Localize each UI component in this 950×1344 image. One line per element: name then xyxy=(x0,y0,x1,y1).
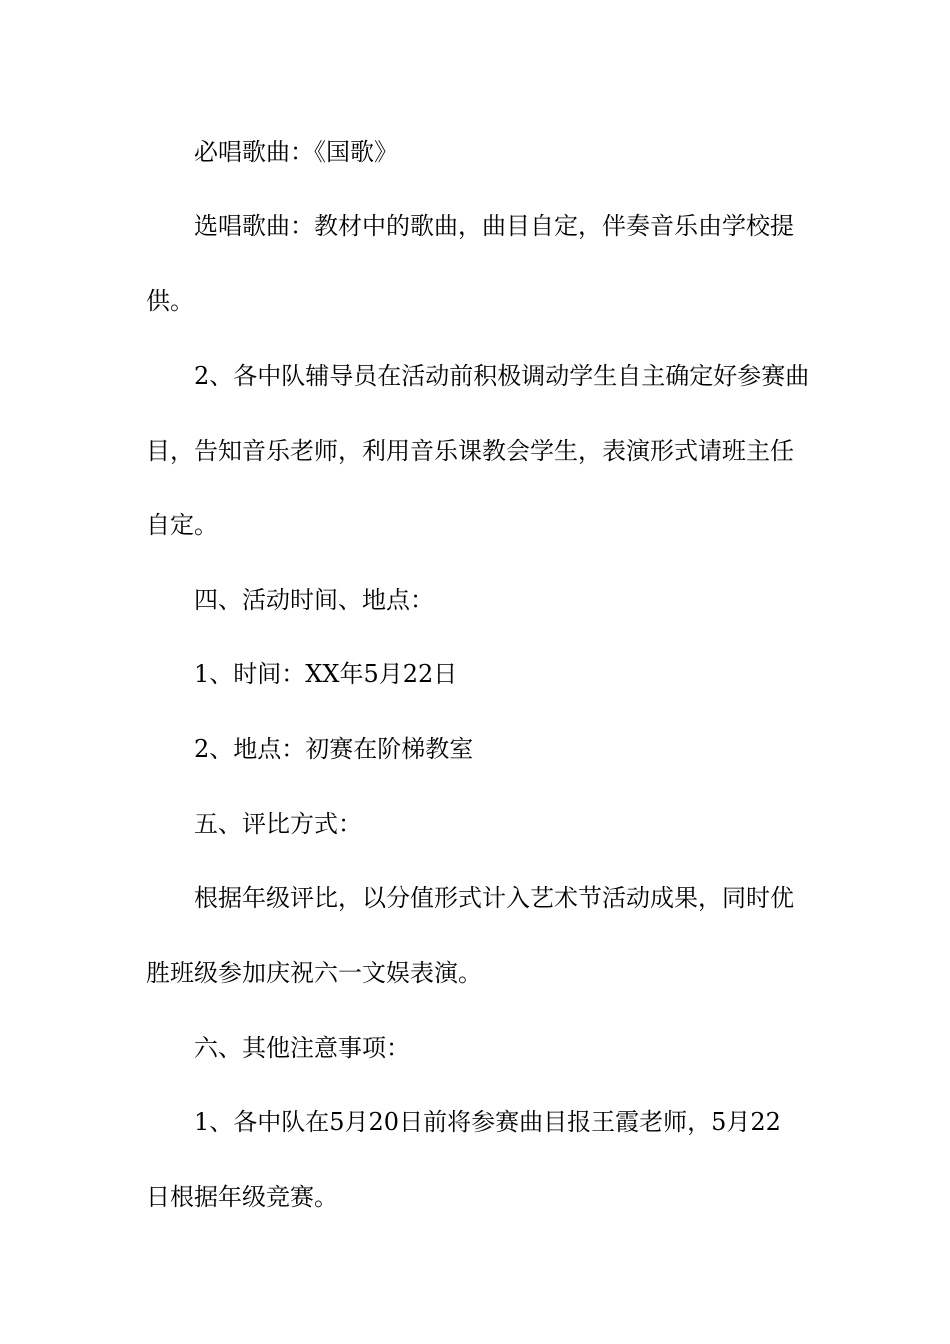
note-1-line-continued: 日根据年级竞赛。 xyxy=(146,1183,338,1211)
optional-song-line: 选唱歌曲：教材中的歌曲，曲目自定，伴奏音乐由学校提 xyxy=(194,212,794,240)
item-2-line-end: 自定。 xyxy=(146,511,218,539)
evaluation-line: 根据年级评比，以分值形式计入艺术节活动成果，同时优 xyxy=(194,884,794,912)
section-6-heading: 六、其他注意事项： xyxy=(194,1034,410,1062)
location-line: 2、地点：初赛在阶梯教室 xyxy=(194,735,474,763)
optional-song-line-continued: 供。 xyxy=(146,287,194,315)
time-line: 1、时间：XX年5月22日 xyxy=(194,660,458,688)
item-2-line-continued: 目，告知音乐老师，利用音乐课教会学生，表演形式请班主任 xyxy=(146,437,794,465)
evaluation-line-continued: 胜班级参加庆祝六一文娱表演。 xyxy=(146,959,482,987)
section-4-heading: 四、活动时间、地点： xyxy=(194,586,434,614)
item-2-line: 2、各中队辅导员在活动前积极调动学生自主确定好参赛曲 xyxy=(194,362,810,390)
required-song-line: 必唱歌曲：《国歌》 xyxy=(194,138,398,166)
section-5-heading: 五、评比方式： xyxy=(194,810,362,838)
note-1-line: 1、各中队在5月20日前将参赛曲目报王霞老师，5月22 xyxy=(194,1108,781,1136)
